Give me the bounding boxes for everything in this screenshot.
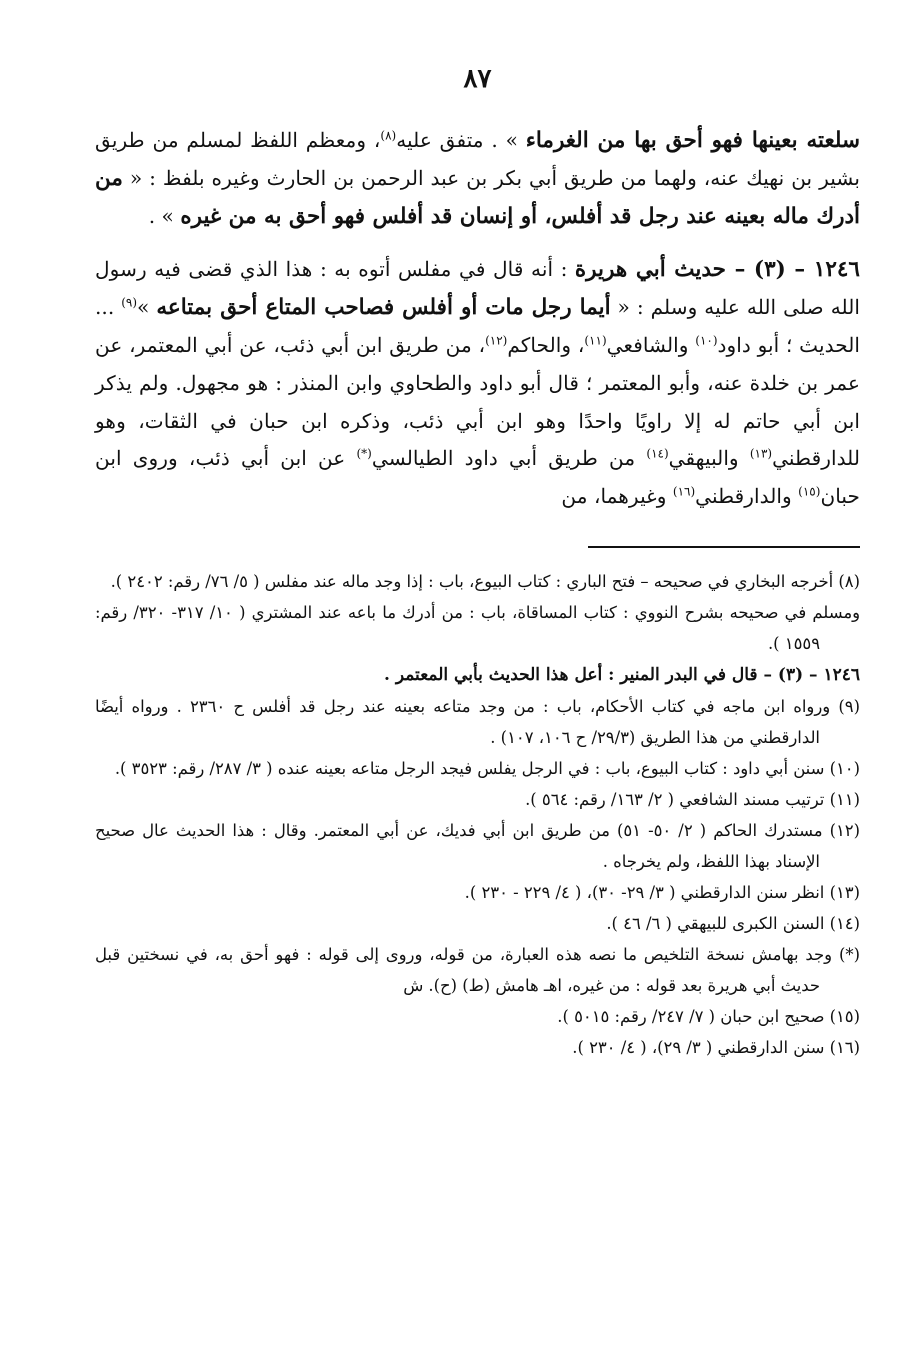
text-run: » . xyxy=(148,203,181,228)
footnote-ref-12: (١٢) xyxy=(485,333,508,348)
footnotes xyxy=(95,566,860,1063)
footnote-10: (١٠) سنن أبي داود : كتاب البيوع، باب : في الرجل يفلس فيجد الرجل متاعه بعينه عنده ( ٣/ ٢٨٧/ رقم: ٣٥٢٣ ). xyxy=(114,758,860,778)
text-run: من طريق أبي داود الطيالسي xyxy=(371,446,647,471)
footnote-9: (٩) ورواه ابن ماجه في كتاب الأحكام، باب : من وجد متاعه بعينه عند رجل قد أفلس ح ٢٣٦٠ . ورواه أيضًا الدارقطني من هذا الطريق (٢٩/٣/ ح ١٠٦، ١٠٧) . xyxy=(95,696,860,747)
document-page xyxy=(95,62,860,1063)
footnote-ref-15: (١٥) xyxy=(798,484,821,499)
footnote-star: (*) وجد بهامش نسخة التلخيص ما نصه هذه العبارة، من قوله، وروى إلى قوله : فهو أحق به، في نسختين قبل حديث أبي هريرة بعد قوله : من غيره، اهـ هامش (ط) (ح). ش xyxy=(95,944,860,995)
text-run: وغيرهما، من xyxy=(561,484,673,509)
footnote-8: (٨) أخرجه البخاري في صحيحه – فتح الباري : كتاب البيوع، باب : إذا وجد ماله عند مفلس ( ٥/ ٧٦/ رقم: ٢٤٠٢ ). xyxy=(110,571,860,591)
footnote-ref-10: (١٠) xyxy=(695,333,718,348)
text-run: والبيهقي xyxy=(668,446,750,471)
footnote-14: (١٤) السنن الكبرى للبيهقي ( ٦/ ٤٦ ). xyxy=(606,913,860,933)
footnote-15: (١٥) صحيح ابن حبان ( ٧/ ٢٤٧/ رقم: ٥٠١٥ ). xyxy=(557,1006,860,1026)
footnote-8-continued: ومسلم في صحيحه بشرح النووي : كتاب المساقاة، باب : من أدرك ما باعه عند المشتري ( ١٠/ ٣١٧- ٣٢٠/ رقم: ١٥٥٩ ). xyxy=(95,602,861,653)
paragraph-gap xyxy=(95,235,860,251)
hadith-quote: من أدرك ماله بعينه عند رجل قد أفلس، أو إنسان قد أفلس فهو أحق به من غيره xyxy=(95,165,860,229)
main-text xyxy=(95,122,860,516)
footnote-ref-14: (١٤) xyxy=(646,446,669,461)
paragraph-2 xyxy=(95,251,860,516)
text-run: ، من طريق ابن أبي ذئب، عن أبي المعتمر، عن عمر بن خلدة عنه، وأبو المعتمر ؛ قال أبو داود والطحاوي وابن المنذر : هو مجهول. ولم يذكر ابن أبي حاتم له إلا راويًا واحدًا وهو ابن أبي ذئب، وذكره ابن حبان في الثقات، وهو للدارقطني xyxy=(95,332,861,471)
footnote-1246 xyxy=(95,659,860,691)
page-number: ٨٧ xyxy=(463,64,492,94)
footnote-ref-star: (*) xyxy=(356,446,372,461)
text-run: ، والحاكم xyxy=(507,332,585,357)
footnote-13: (١٣) انظر سنن الدارقطني ( ٣/ ٢٩- ٣٠)، ( ٤/ ٢٢٩ - ٢٣٠ ). xyxy=(464,882,860,902)
footnote-ref-8: (٨) xyxy=(380,128,397,143)
paragraph-1 xyxy=(95,122,860,235)
text-run: والشافعي xyxy=(606,332,696,357)
text-run: » xyxy=(137,295,157,320)
text-run: ... الحديث ؛ أبو داود xyxy=(95,295,860,357)
footnote-ref-16: (١٦) xyxy=(672,484,696,499)
text-run: عن ابن أبي ذئب، وروى ابن حبان xyxy=(95,446,860,509)
footnote-ref-9: (٩) xyxy=(121,295,138,310)
footnote-12: (١٢) مستدرك الحاكم ( ٢/ ٥٠- ٥١) من طريق ابن أبي فديك، عن أبي المعتمر. وقال : هذا الحديث عال صحيح الإسناد بهذا اللفظ، ولم يخرجاه . xyxy=(95,820,860,871)
text-run: : أنه قال في مفلس أتوه به : هذا الذي قضى فيه رسول الله صلى الله عليه وسلم : « xyxy=(95,257,860,320)
footnote-16: (١٦) سنن الدارقطني ( ٣/ ٢٩)، ( ٤/ ٢٣٠ ). xyxy=(572,1037,860,1057)
text-run: ، ومعظم اللفظ لمسلم من طريق بشير بن نهيك عنه، ولهما من طريق أبي بكر بن عبد الرحمن بن الحارث وغيره بلفظ : « xyxy=(95,128,860,190)
footnote-11: (١١) ترتيب مسند الشافعي ( ٢/ ١٦٣/ رقم: ٥٦٤ ). xyxy=(525,789,860,809)
hadith-heading: ١٢٤٦ – (٣) – حديث أبي هريرة xyxy=(574,257,860,283)
footnote-ref-11: (١١) xyxy=(584,333,607,348)
footnote-ref-13: (١٣) xyxy=(749,446,773,461)
hadith-quote: سلعته بعينها فهو أحق بها من الغرماء xyxy=(525,128,860,153)
text-run: » . متفق عليه xyxy=(396,128,526,152)
text-run: والدارقطني xyxy=(695,484,799,509)
footnote-1246-text: ١٢٤٦ – (٣) – قال في البدر المنير : أعل هذا الحديث بأبي المعتمر . xyxy=(384,664,860,685)
footnote-separator xyxy=(588,546,860,548)
hadith-quote: أيما رجل مات أو أفلس فصاحب المتاع أحق بمتاعه xyxy=(156,295,611,321)
